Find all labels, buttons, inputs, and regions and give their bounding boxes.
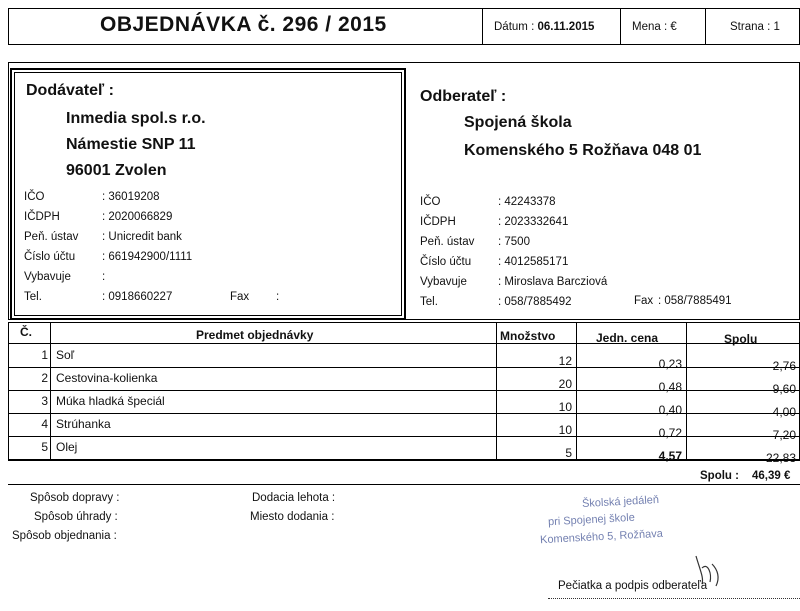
customer-field-value: : 42243378 <box>498 196 556 208</box>
customer-field-label: Vybavuje <box>420 276 467 288</box>
supplier-field-value: : 0918660227 <box>102 291 173 303</box>
row-number: 3 <box>41 394 48 408</box>
customer-field-label: Číslo účtu <box>420 256 472 268</box>
customer-fax-label: Fax <box>634 295 654 307</box>
customer-heading: Odberateľ : <box>420 88 507 105</box>
row-unit-price: 0,48 <box>658 380 682 394</box>
row-total: 4,00 <box>772 405 796 419</box>
signature-label: Pečiatka a podpis odberateľa <box>558 580 708 592</box>
date-label: Dátum : 06.11.2015 <box>494 21 595 33</box>
row-divider <box>8 413 800 414</box>
page-number: Strana : 1 <box>730 21 780 33</box>
supplier-field-label: IČDPH <box>24 211 60 223</box>
row-quantity: 12 <box>558 354 572 368</box>
row-item: Soľ <box>56 348 75 362</box>
supplier-field-label: IČO <box>24 191 45 203</box>
customer-address: Komenského 5 Rožňava 048 01 <box>464 142 702 159</box>
delivery-place-label: Miesto dodania : <box>250 511 335 523</box>
supplier-heading: Dodávateľ : <box>26 82 114 99</box>
page-title: OBJEDNÁVKA č. 296 / 2015 <box>100 13 387 36</box>
row-total: 9,60 <box>772 382 796 396</box>
row-unit-price: 0,23 <box>658 357 682 371</box>
customer-field-value: : Miroslava Barcziová <box>498 276 608 288</box>
order-method-label: Spôsob objednania : <box>12 530 117 542</box>
customer-field-label: Tel. <box>420 296 438 308</box>
stamp-line-3: Komenského 5, Rožňava <box>539 527 664 547</box>
supplier-field-label: Vybavuje <box>24 271 71 283</box>
row-unit-price: 0,40 <box>658 403 682 417</box>
currency-label: Mena : € <box>632 21 677 33</box>
col-header-unit: Jedn. cena <box>596 331 659 345</box>
stamp-line-1: Školská jedáleň <box>581 493 660 511</box>
delivery-term-label: Dodacia lehota : <box>252 492 336 504</box>
customer-fax-value: : 058/7885491 <box>658 295 732 307</box>
row-number: 2 <box>41 371 48 385</box>
customer-field-label: IČO <box>420 196 441 208</box>
col-header-total: Spolu <box>724 332 758 346</box>
supplier-fax-label: Fax <box>230 291 250 303</box>
supplier-field-label: Tel. <box>24 291 42 303</box>
row-divider <box>8 436 800 437</box>
supplier-field-value: : 661942900/1111 <box>102 251 193 263</box>
row-item: Olej <box>56 440 78 454</box>
row-quantity: 10 <box>558 423 572 437</box>
supplier-field-value: : Unicredit bank <box>102 231 182 243</box>
sum-value: 46,39 € <box>752 470 791 482</box>
row-number: 5 <box>41 440 48 454</box>
col-header-item: Predmet objednávky <box>196 328 314 342</box>
row-quantity: 20 <box>558 377 572 391</box>
row-item: Múka hladká špeciál <box>56 394 165 408</box>
row-unit-price: 0,72 <box>658 426 682 440</box>
row-unit-price: 4,57 <box>658 449 682 463</box>
stamp-line-2: pri Spojenej škole <box>547 511 636 529</box>
row-number: 4 <box>41 417 48 431</box>
col-header-no: Č. <box>20 325 32 339</box>
supplier-field-label: Peň. ústav <box>24 231 79 243</box>
row-divider <box>8 390 800 391</box>
payment-method-label: Spôsob úhrady : <box>34 511 118 523</box>
row-item: Strúhanka <box>56 417 111 431</box>
row-item: Cestovina-kolienka <box>56 371 158 385</box>
supplier-name: Inmedia spol.s r.o. <box>66 110 206 127</box>
customer-field-value: : 4012585171 <box>498 256 569 268</box>
customer-field-label: Peň. ústav <box>420 236 475 248</box>
supplier-city: 96001 Zvolen <box>66 162 167 179</box>
supplier-field-value: : 36019208 <box>102 191 160 203</box>
customer-field-label: IČDPH <box>420 216 456 228</box>
sum-label: Spolu : <box>700 470 739 482</box>
row-quantity: 5 <box>565 446 572 460</box>
row-quantity: 10 <box>558 400 572 414</box>
date-value: 06.11.2015 <box>537 21 595 33</box>
supplier-street: Námestie SNP 11 <box>66 136 196 153</box>
col-header-qty: Množstvo <box>500 329 556 343</box>
customer-field-value: : 058/7885492 <box>498 296 572 308</box>
supplier-field-value: : 2020066829 <box>102 211 173 223</box>
supplier-fax-value: : <box>276 291 280 303</box>
transport-method-label: Spôsob dopravy : <box>30 492 120 504</box>
customer-name: Spojená škola <box>464 114 572 131</box>
row-divider <box>8 367 800 368</box>
customer-field-value: : 7500 <box>498 236 530 248</box>
row-number: 1 <box>41 348 48 362</box>
row-total: 2,76 <box>772 359 796 373</box>
row-total: 7,20 <box>772 428 796 442</box>
supplier-field-value: : <box>102 271 106 283</box>
row-total: 22,83 <box>765 451 796 465</box>
supplier-field-label: Číslo účtu <box>24 251 76 263</box>
customer-field-value: : 2023332641 <box>498 216 569 228</box>
